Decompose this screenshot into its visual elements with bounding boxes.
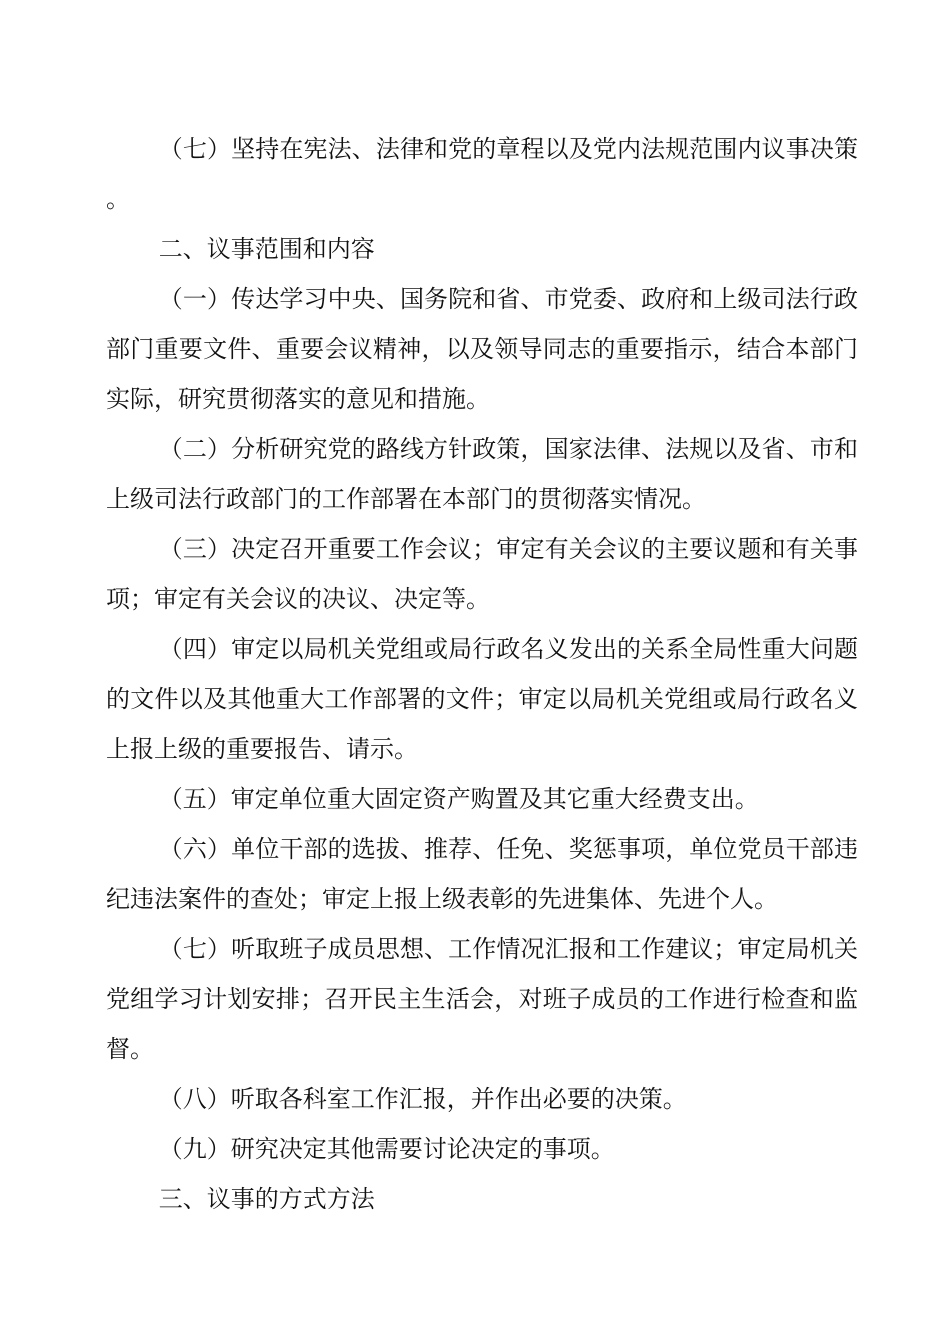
paragraph-item-1-study-documents: （一）传达学习中央、国务院和省、市党委、政府和上级司法行政部门重要文件、重要会议精神，以及领导同志的重要指示，结合本部门实际，研究贯彻落实的意见和措施。 [106,285,858,413]
section-heading-methods: 三、议事的方式方法 [158,1185,375,1213]
paragraph-item-7-decision-within-law: （七）坚持在宪法、法律和党的章程以及党内法规范围内议事决策。 [106,135,858,213]
document-body [106,124,858,1224]
section-heading-scope-and-content: 二、议事范围和内容 [158,235,375,263]
paragraph-item-4-review-documents: （四）审定以局机关党组或局行政名义发出的关系全局性重大问题的文件以及其他重大工作部署的文件；审定以局机关党组或局行政名义上报上级的重要报告、请示。 [106,635,858,763]
paragraph-item-2-analyze-policy: （二）分析研究党的路线方针政策，国家法律、法规以及省、市和上级司法行政部门的工作部署在本部门的贯彻落实情况。 [106,435,858,513]
paragraph-item-6-personnel: （六）单位干部的选拔、推荐、任免、奖惩事项，单位党员干部违纪违法案件的查处；审定上报上级表彰的先进集体、先进个人。 [106,835,858,913]
paragraph-item-5-assets-expenditure: （五）审定单位重大固定资产购置及其它重大经费支出。 [158,785,759,813]
paragraph-item-7-reports-and-supervision: （七）听取班子成员思想、工作情况汇报和工作建议；审定局机关党组学习计划安排；召开民主生活会，对班子成员的工作进行检查和监督。 [106,935,858,1063]
paragraph-item-8-department-reports: （八）听取各科室工作汇报，并作出必要的决策。 [158,1085,687,1113]
paragraph-item-3-meetings: （三）决定召开重要工作会议；审定有关会议的主要议题和有关事项；审定有关会议的决议、决定等。 [106,535,858,613]
paragraph-item-9-other-matters: （九）研究决定其他需要讨论决定的事项。 [158,1135,615,1163]
